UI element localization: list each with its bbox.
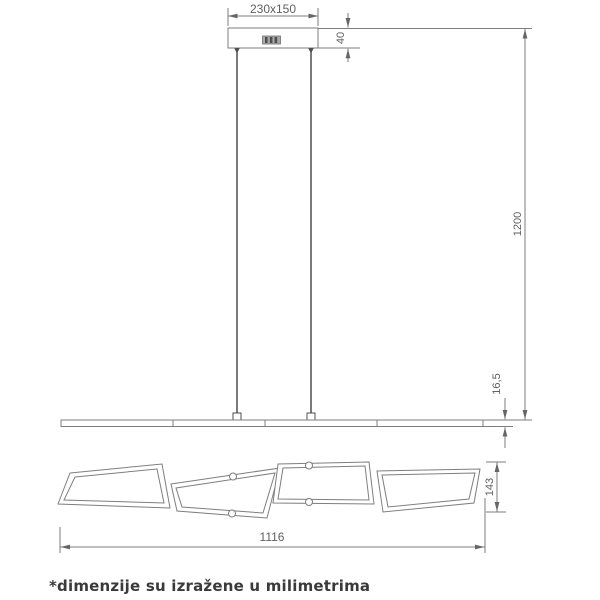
frame-module-3 — [273, 462, 374, 504]
frame-module-4 — [377, 469, 480, 512]
rod-foot-left — [233, 413, 241, 420]
dim-fixture-width-label: 1116 — [259, 530, 285, 544]
dim-canopy-size-label: 230x150 — [249, 2, 297, 16]
frame-module-1 — [58, 464, 170, 508]
dim-canopy-size — [228, 2, 318, 26]
dim-canopy-height — [335, 13, 348, 62]
rod-foot-right — [307, 413, 315, 420]
dim-fixture-height — [484, 462, 506, 512]
units-footnote: *dimenzije su izražene u milimetrima — [49, 577, 371, 595]
rod-top-fitting-left — [234, 48, 240, 54]
pivot-circle-left-bottom — [229, 510, 236, 517]
pivot-circle-left-top — [230, 473, 237, 480]
pivot-circle-right-bottom — [306, 499, 313, 506]
side-elevation-view — [61, 2, 532, 448]
light-bar-side-view — [61, 420, 532, 427]
frame-module-2 — [171, 468, 280, 518]
pivot-circle-right-top — [306, 462, 313, 469]
dim-canopy-height-label: 40 — [335, 31, 347, 45]
dim-bar-thickness-label: 16,5 — [491, 373, 503, 395]
rod-top-fitting-right — [308, 48, 314, 54]
dim-fixture-height-label: 143 — [484, 477, 496, 497]
dim-suspension-length — [512, 29, 525, 420]
dim-suspension-length-label: 1200 — [512, 211, 524, 237]
suspension-rods — [233, 48, 315, 420]
light-bar — [61, 420, 483, 427]
frame-4-outer — [377, 469, 480, 512]
canopy-mounting-detail — [263, 36, 281, 44]
dim-bar-thickness — [491, 373, 505, 448]
front-view — [58, 462, 506, 553]
